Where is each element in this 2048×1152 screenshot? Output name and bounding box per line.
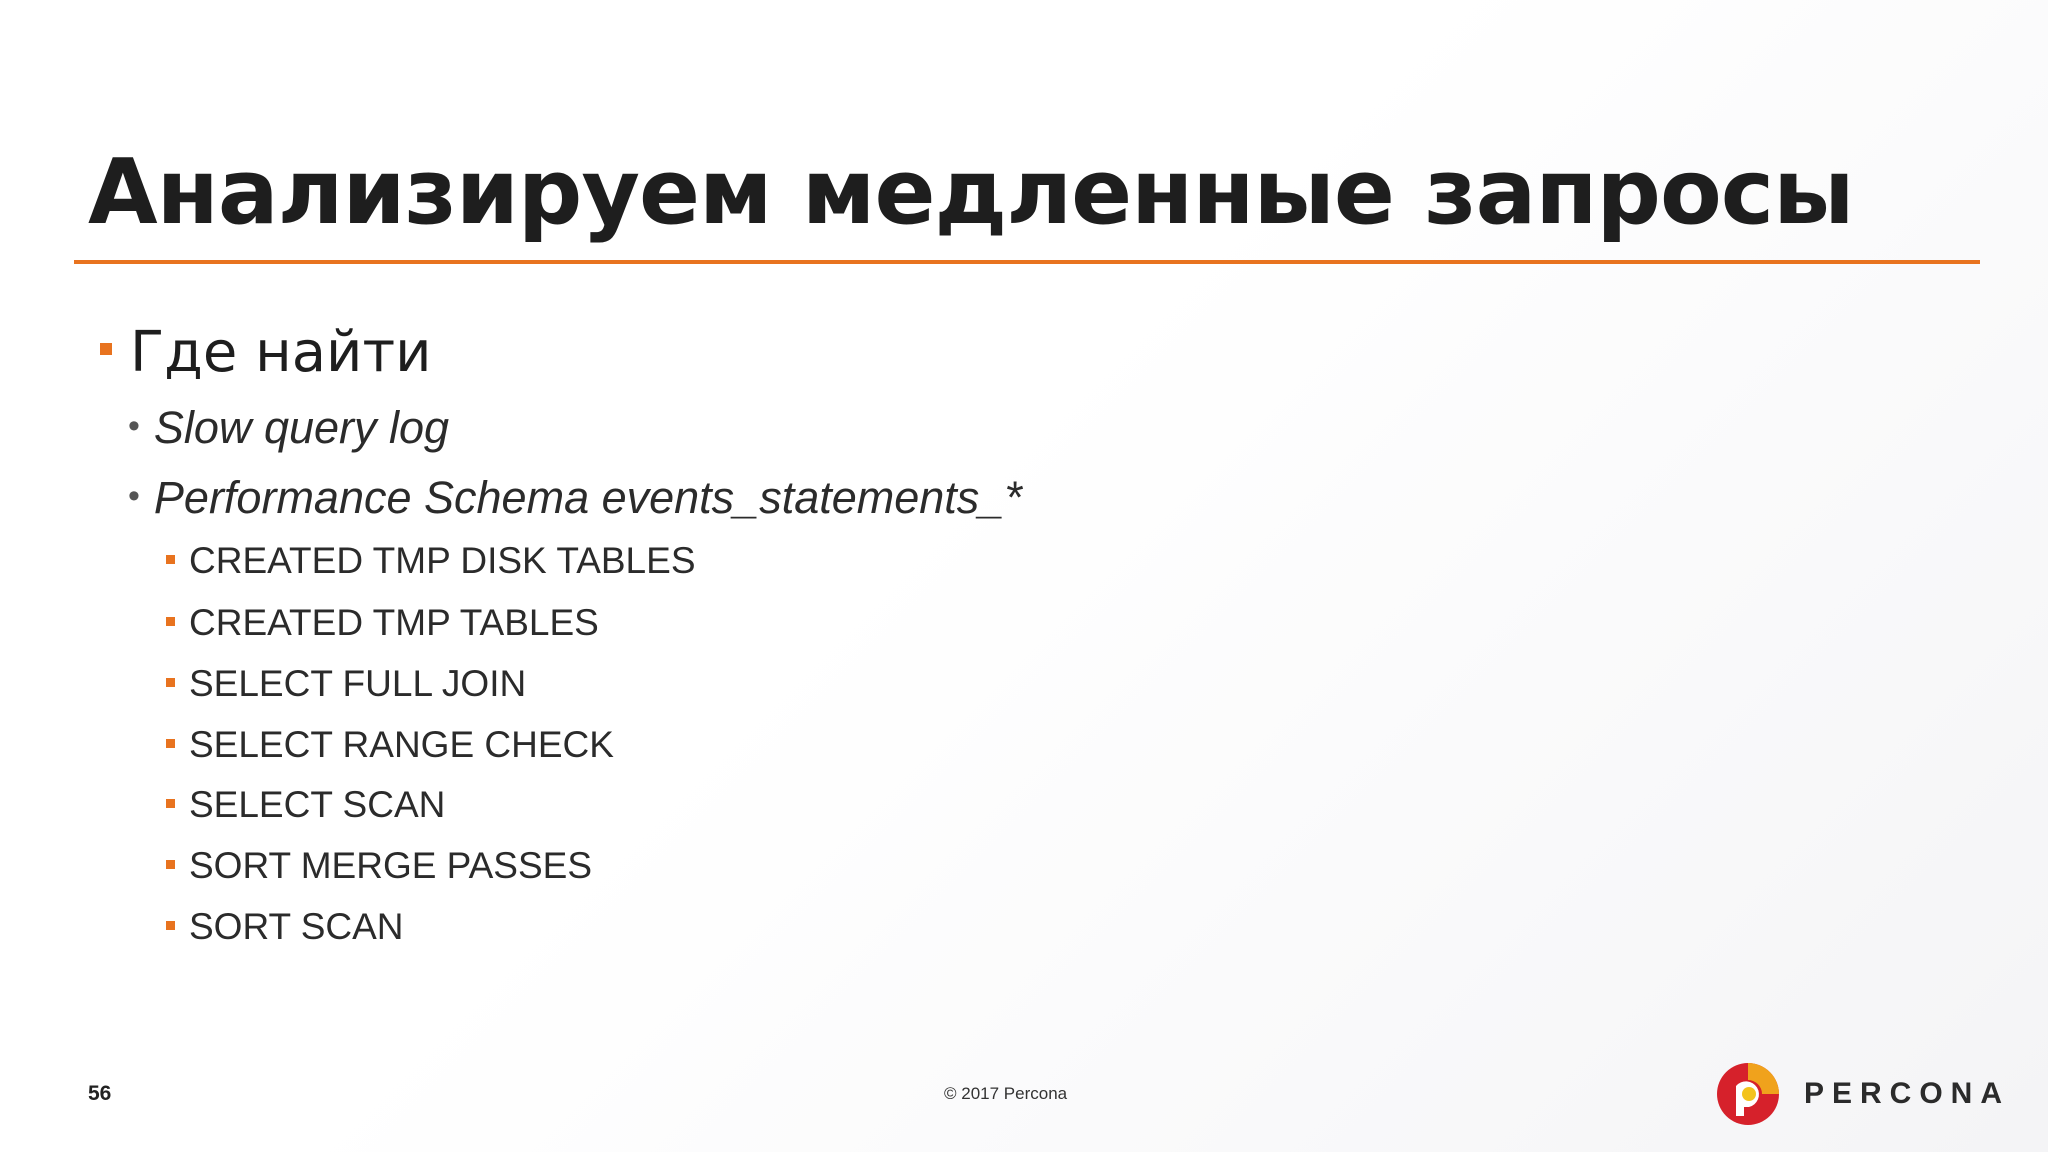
counter-item-text: CREATED TMP DISK TABLES — [189, 540, 696, 581]
source-item — [128, 395, 449, 461]
percona-logo-icon — [1716, 1062, 1780, 1126]
bullet-heading — [100, 314, 431, 390]
square-bullet-icon — [100, 343, 112, 355]
counter-item-text: SORT SCAN — [189, 906, 404, 947]
logo-wordmark: PERCONA — [1804, 1077, 2011, 1110]
counter-item — [166, 840, 592, 892]
counter-item — [166, 535, 696, 587]
square-bullet-icon — [166, 799, 175, 808]
square-bullet-icon — [166, 555, 175, 564]
counter-item — [166, 901, 404, 953]
copyright-notice: © 2017 Percona — [944, 1084, 1068, 1103]
slide-title: Анализируем медленные запросы — [88, 140, 1854, 245]
title-divider — [74, 260, 1980, 264]
percona-logo — [1716, 1060, 2010, 1128]
round-bullet-icon: • — [128, 476, 140, 515]
counter-item — [166, 779, 445, 831]
counter-item — [166, 719, 614, 771]
round-bullet-icon: • — [128, 406, 140, 445]
counter-item-text: CREATED TMP TABLES — [189, 602, 599, 643]
counter-item-text: SORT MERGE PASSES — [189, 845, 593, 886]
counter-item — [166, 597, 599, 649]
bullet-heading-text: Где найти — [130, 319, 432, 385]
counter-item-text: SELECT SCAN — [189, 784, 446, 825]
counter-item — [166, 658, 526, 710]
square-bullet-icon — [166, 921, 175, 930]
page-number: 56 — [88, 1082, 112, 1105]
counter-item-text: SELECT FULL JOIN — [189, 663, 527, 704]
source-item — [128, 465, 1022, 531]
square-bullet-icon — [166, 678, 175, 687]
square-bullet-icon — [166, 860, 175, 869]
source-item-text: Slow query log — [153, 402, 450, 453]
source-item-text: Performance Schema events_statements_* — [153, 472, 1022, 523]
counter-item-text: SELECT RANGE CHECK — [189, 724, 614, 765]
square-bullet-icon — [166, 739, 175, 748]
square-bullet-icon — [166, 617, 175, 626]
